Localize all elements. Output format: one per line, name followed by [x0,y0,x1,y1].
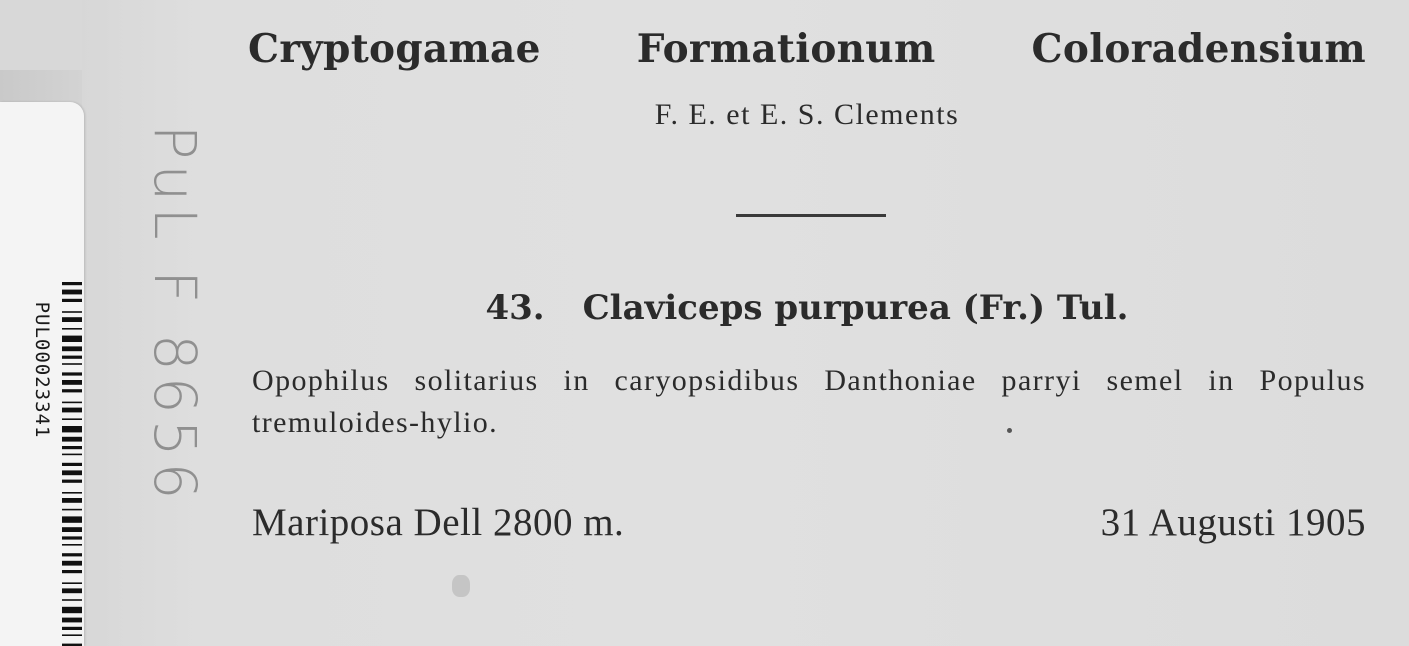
barcode-bar [62,570,82,573]
barcode-bar [62,536,82,539]
barcode-bar [62,426,82,432]
barcode-bar [62,498,82,503]
barcode-bar [62,516,82,522]
barcode-bar [62,299,82,302]
barcode-bar [62,480,82,483]
barcode-bar [62,356,82,359]
barcode-bar [62,582,82,584]
barcode-bar [62,317,82,322]
barcode-bar [62,561,82,566]
barcode-bar [62,492,82,494]
species-name: Claviceps purpurea (Fr.) Tul. [582,288,1129,328]
barcode-bar [62,363,82,365]
barcode-bar [62,470,82,475]
title-word-3: Coloradensium [1031,26,1366,72]
label-locality: Mariposa Dell 2800 m. [252,501,625,544]
barcode-bar [62,389,82,392]
label-description: Opophilus solitarius in caryopsidibus Danthoniae parryi semel in Populus tremuloides-hylio. [252,364,1366,439]
barcode-bar [62,290,82,295]
barcode-bar [62,588,82,593]
barcode-bar [62,437,82,442]
barcode-bar [62,634,82,636]
label-date: 31 Augusti 1905 [1100,501,1366,544]
barcode-bar [62,402,82,404]
title-word-1: Cryptogamae [248,26,541,72]
barcode-bar [62,336,82,342]
barcode-bars [62,282,82,646]
ink-speck [1007,428,1012,433]
barcode-bar [62,408,82,413]
barcode-bar [62,627,82,630]
barcode-bar [62,446,82,449]
barcode-bar [62,544,82,546]
barcode-bar [62,607,82,613]
title-word-2: Formationum [636,26,936,72]
label-species-line [248,288,1366,328]
barcode-number-text: PUL00023341 [31,301,53,439]
barcode-bar [62,599,82,601]
barcode-bar [62,463,82,466]
barcode-bar [62,418,82,420]
barcode-bar [62,553,82,556]
barcode-bar [62,527,82,532]
barcode-bar [62,454,82,456]
label-title [248,26,1366,72]
barcode-bar [62,346,82,351]
card-edge-top [0,0,82,70]
paper-smudge [452,575,470,597]
barcode-bar [62,618,82,623]
barcode-bar [62,509,82,511]
label-divider [736,214,886,217]
exsiccata-number: 43. [485,288,545,328]
handwritten-accession-text: PuL F 8656 [141,124,209,506]
label-authors: F. E. et E. S. Clements [654,98,960,131]
barcode-bar [62,372,82,375]
barcode-bar [62,380,82,385]
barcode-bar [62,311,82,313]
barcode-bar [62,328,82,330]
barcode-bar [62,282,82,285]
